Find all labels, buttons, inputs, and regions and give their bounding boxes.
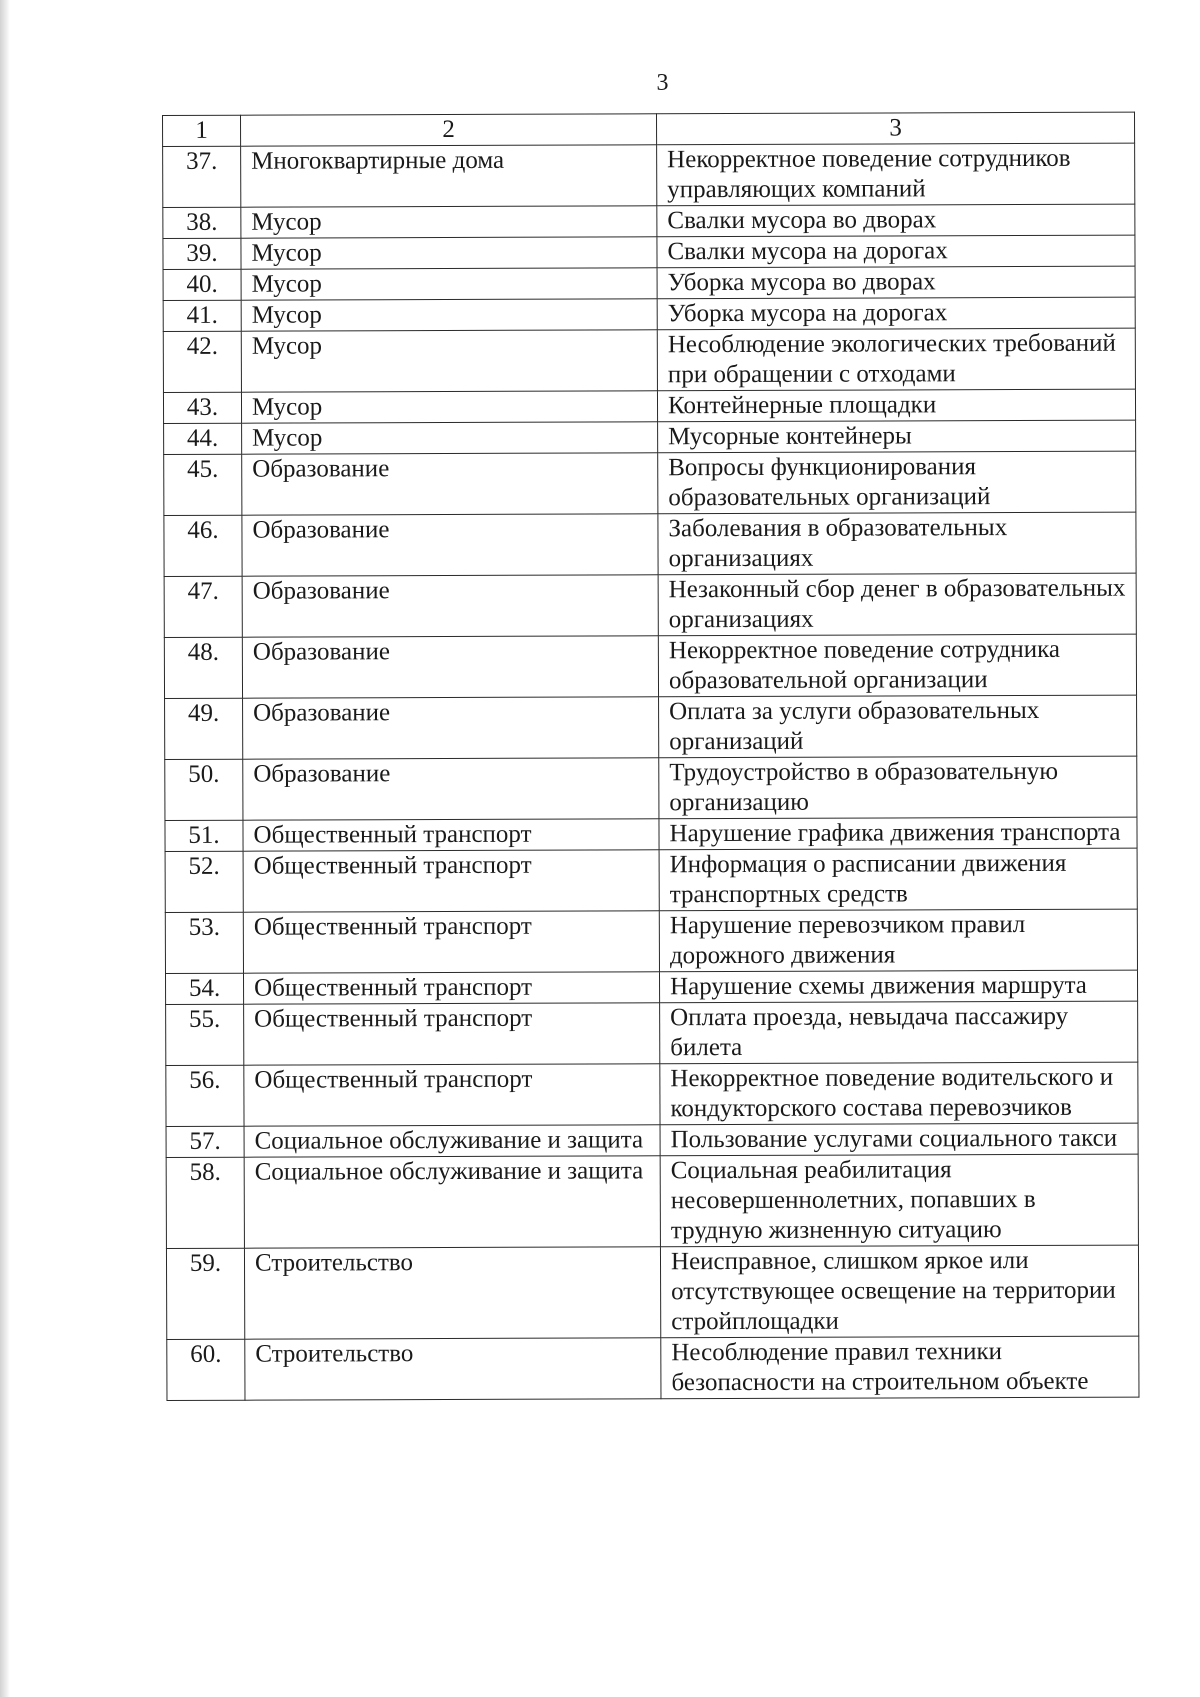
table-row <box>167 1336 1139 1400</box>
row-number-cell: 49. <box>165 698 243 759</box>
table-row <box>166 1001 1138 1065</box>
row-category-cell: Общественный транспорт <box>243 850 659 912</box>
table-row <box>165 848 1137 912</box>
row-category-cell: Образование <box>242 514 658 576</box>
row-category-cell: Мусор <box>241 330 657 392</box>
row-category-cell: Многоквартирные дома <box>241 145 657 207</box>
row-number-cell: 43. <box>163 392 241 423</box>
row-topic-cell: Свалки мусора во дворах <box>657 204 1135 237</box>
row-number-cell: 47. <box>164 576 242 637</box>
row-number-cell: 50. <box>165 759 243 820</box>
table-row <box>163 328 1135 392</box>
row-number-cell: 45. <box>164 454 242 515</box>
row-number-cell: 53. <box>165 912 243 973</box>
row-topic-cell: Нарушение схемы движения маршрута <box>659 970 1137 1003</box>
header-col-2: 2 <box>241 114 657 146</box>
row-number-cell: 44. <box>164 423 242 454</box>
row-category-cell: Мусор <box>241 206 657 238</box>
row-topic-cell: Вопросы функционирования образовательных организаций <box>658 451 1136 514</box>
row-topic-cell: Мусорные контейнеры <box>658 420 1136 453</box>
table-row <box>163 297 1135 331</box>
scan-edge <box>0 0 10 1697</box>
row-topic-cell: Некорректное поведение сотрудника образовательной организации <box>658 634 1136 697</box>
row-topic-cell: Контейнерные площадки <box>657 389 1135 422</box>
table-row <box>165 756 1137 820</box>
row-number-cell: 54. <box>165 973 243 1004</box>
row-category-cell: Общественный транспорт <box>243 911 659 973</box>
row-topic-cell: Социальная реабилитация несовершеннолетних, попавших в трудную жизненную ситуацию <box>660 1154 1138 1247</box>
page-number: 3 <box>656 70 669 96</box>
row-topic-cell: Свалки мусора на дорогах <box>657 235 1135 268</box>
table-row <box>163 389 1135 423</box>
row-category-cell: Общественный транспорт <box>243 819 659 851</box>
table-row <box>165 909 1137 973</box>
row-number-cell: 56. <box>166 1065 244 1126</box>
table-row <box>163 143 1135 207</box>
row-topic-cell: Несоблюдение экологических требований при обращении с отходами <box>657 328 1135 391</box>
row-topic-cell: Заболевания в образовательных организациях <box>658 512 1136 575</box>
table-row <box>164 451 1136 515</box>
row-number-cell: 38. <box>163 207 241 238</box>
row-category-cell: Образование <box>242 453 658 515</box>
row-category-cell: Социальное обслуживание и защита <box>244 1156 660 1248</box>
row-topic-cell: Некорректное поведение водительского и кондукторского состава перевозчиков <box>660 1062 1138 1125</box>
row-category-cell: Образование <box>242 636 658 698</box>
row-topic-cell: Трудоустройство в образовательную организацию <box>659 756 1137 819</box>
row-number-cell: 46. <box>164 515 242 576</box>
row-topic-cell: Информация о расписании движения транспортных средств <box>659 848 1137 911</box>
row-number-cell: 55. <box>166 1004 244 1065</box>
row-number-cell: 51. <box>165 820 243 851</box>
row-category-cell: Строительство <box>245 1338 661 1400</box>
row-number-cell: 48. <box>164 637 242 698</box>
row-number-cell: 52. <box>165 851 243 912</box>
row-number-cell: 37. <box>163 146 241 207</box>
table-row <box>164 573 1136 637</box>
row-number-cell: 40. <box>163 269 241 300</box>
table-row <box>166 1154 1138 1248</box>
row-category-cell: Мусор <box>241 237 657 269</box>
table-row <box>165 970 1137 1004</box>
row-topic-cell: Незаконный сбор денег в образовательных организациях <box>658 573 1136 636</box>
table-row <box>163 204 1135 238</box>
row-topic-cell: Нарушение перевозчиком правил дорожного движения <box>659 909 1137 972</box>
row-number-cell: 42. <box>163 331 241 392</box>
row-number-cell: 60. <box>167 1339 245 1400</box>
table-body <box>163 112 1139 1400</box>
table-row <box>163 235 1135 269</box>
table-row <box>164 512 1136 576</box>
row-category-cell: Образование <box>242 575 658 637</box>
table-row <box>166 1062 1138 1126</box>
row-number-cell: 39. <box>163 238 241 269</box>
row-category-cell: Мусор <box>241 299 657 331</box>
table-row <box>165 817 1137 851</box>
row-category-cell: Мусор <box>241 268 657 300</box>
table-row <box>165 695 1137 759</box>
row-category-cell: Общественный транспорт <box>244 1003 660 1065</box>
table-header-row <box>163 112 1135 146</box>
row-category-cell: Образование <box>243 758 659 820</box>
row-number-cell: 59. <box>166 1248 244 1339</box>
row-category-cell: Строительство <box>244 1247 660 1339</box>
row-topic-cell: Некорректное поведение сотрудников управляющих компаний <box>657 143 1135 206</box>
table-row <box>163 266 1135 300</box>
table-row <box>164 420 1136 454</box>
row-number-cell: 58. <box>166 1157 244 1248</box>
row-topic-cell: Уборка мусора на дорогах <box>657 297 1135 330</box>
row-category-cell: Образование <box>243 697 659 759</box>
header-col-1: 1 <box>163 115 241 146</box>
row-number-cell: 41. <box>163 300 241 331</box>
row-category-cell: Мусор <box>241 391 657 423</box>
row-topic-cell: Оплата проезда, невыдача пассажиру билета <box>660 1001 1138 1064</box>
row-category-cell: Социальное обслуживание и защита <box>244 1125 660 1157</box>
row-category-cell: Общественный транспорт <box>244 1064 660 1126</box>
row-category-cell: Мусор <box>242 422 658 454</box>
row-topic-cell: Пользование услугами социального такси <box>660 1123 1138 1156</box>
row-topic-cell: Нарушение графика движения транспорта <box>659 817 1137 850</box>
table-row <box>164 634 1136 698</box>
row-topic-cell: Оплата за услуги образовательных организаций <box>659 695 1137 758</box>
row-topic-cell: Уборка мусора во дворах <box>657 266 1135 299</box>
row-topic-cell: Несоблюдение правил техники безопасности на строительном объекте <box>661 1336 1139 1399</box>
row-topic-cell: Неисправное, слишком яркое или отсутствующее освещение на территории стройплощадки <box>660 1245 1138 1338</box>
header-col-3: 3 <box>656 112 1134 145</box>
row-number-cell: 57. <box>166 1126 244 1157</box>
table-row <box>166 1123 1138 1157</box>
table-row <box>166 1245 1138 1339</box>
classification-table <box>162 112 1139 1401</box>
row-category-cell: Общественный транспорт <box>243 972 659 1004</box>
